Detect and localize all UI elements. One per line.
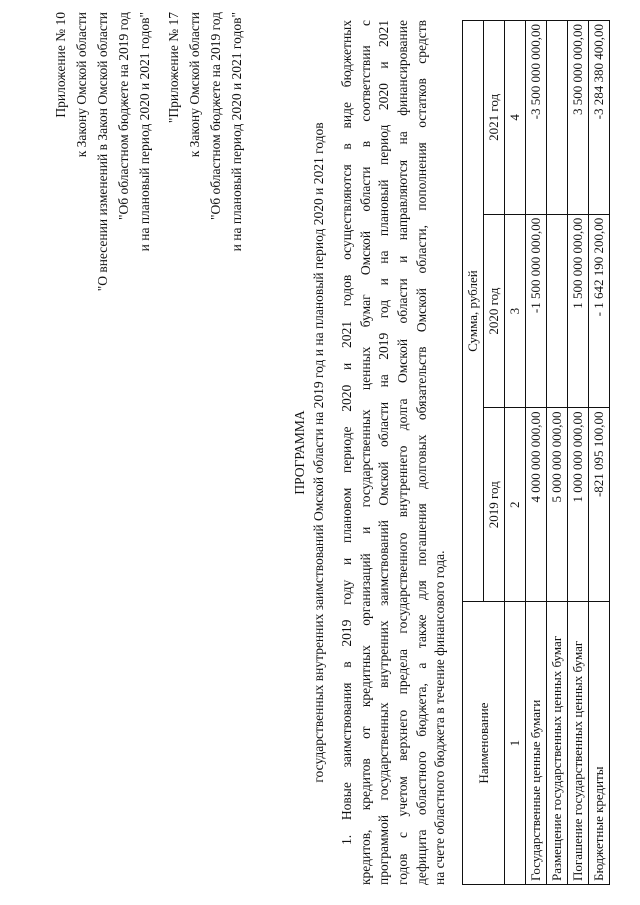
header-year-2021: 2021 год: [484, 21, 505, 215]
paragraph-line: 1. Новые заимствования в 2019 году и плановом периоде 2020 и 2021 годов осуществляются в виде бюджетных: [339, 20, 354, 845]
row-value-2020: [547, 214, 568, 408]
row-value-2020: - 1 642 190 200,00: [589, 214, 610, 408]
table-row: [526, 21, 547, 885]
inner-appendix-period: и на плановый период 2020 и 2021 годов": [229, 12, 244, 252]
paragraph-line: годов с учетом верхнего предела государственного внутреннего долга Омской области и направляются на финансирование: [395, 20, 411, 885]
appendix-amendment-title: "О внесении изменений в Закон Омской области: [95, 12, 110, 292]
paragraph-line: кредитов, кредитов от кредитных организаций и государственных ценных бумаг Омской области в соответствии с: [357, 20, 373, 885]
table-row: [589, 21, 610, 885]
program-heading: ПРОГРАММА: [292, 410, 307, 495]
header-sum: Сумма, рублей: [463, 21, 484, 602]
paragraph-line: программой государственных внутренних заимствований Омской области на 2019 год и на плановый период 2020 и 2021: [376, 20, 392, 885]
appendix-period: и на плановый период 2020 и 2021 годов": [137, 12, 152, 252]
table-row: [547, 21, 568, 885]
colnum-1: 1: [505, 602, 526, 885]
row-value-2021: [547, 21, 568, 215]
header-name: Наименование: [463, 602, 505, 885]
row-name: Государственные ценные бумаги: [526, 602, 547, 885]
row-name: Погашение государственных ценных бумаг: [568, 602, 589, 885]
header-year-2019: 2019 год: [484, 408, 505, 602]
row-name: Бюджетные кредиты: [589, 602, 610, 885]
inner-appendix-number: "Приложение № 17: [166, 12, 181, 124]
inner-appendix-budget-title: "Об областном бюджете на 2019 год: [208, 12, 223, 220]
row-value-2021: -3 284 380 400,00: [589, 21, 610, 215]
paragraph-line: на счете областного бюджета в течение финансового года.: [432, 550, 448, 885]
table-row: [568, 21, 589, 885]
appendix-number: Приложение № 10: [53, 12, 68, 118]
program-subheading: государственных внутренних заимствований Омской области на 2019 год и на плановый период 2020 и 2021 годов: [311, 122, 326, 783]
row-value-2021: 3 500 000 000,00: [568, 21, 589, 215]
paragraph-line: дефицита областного бюджета, а также для погашения долговых обязательств Омской области, пополнения остатков средств: [413, 20, 429, 885]
row-value-2021: -3 500 000 000,00: [526, 21, 547, 215]
row-value-2020: -1 500 000 000,00: [526, 214, 547, 408]
row-name: Размещение государственных ценных бумаг: [547, 602, 568, 885]
inner-appendix-law-ref: к Закону Омской области: [187, 12, 202, 158]
row-value-2019: 5 000 000 000,00: [547, 408, 568, 602]
row-value-2019: 4 000 000 000,00: [526, 408, 547, 602]
appendix-header: [50, 12, 155, 532]
borrowing-table: [462, 20, 610, 885]
row-value-2019: -821 095 100,00: [589, 408, 610, 602]
inner-appendix-header: [163, 12, 247, 532]
colnum-4: 4: [505, 21, 526, 215]
row-value-2019: 1 000 000 000,00: [568, 408, 589, 602]
colnum-2: 2: [505, 408, 526, 602]
row-value-2020: 1 500 000 000,00: [568, 214, 589, 408]
table-header-row: [463, 21, 484, 885]
colnum-3: 3: [505, 214, 526, 408]
table-colnum-row: [505, 21, 526, 885]
appendix-law-ref: к Закону Омской области: [74, 12, 89, 158]
body-paragraph: [338, 20, 450, 885]
appendix-budget-title: "Об областном бюджете на 2019 год: [116, 12, 131, 220]
header-year-2020: 2020 год: [484, 214, 505, 408]
document-title: [290, 20, 328, 885]
